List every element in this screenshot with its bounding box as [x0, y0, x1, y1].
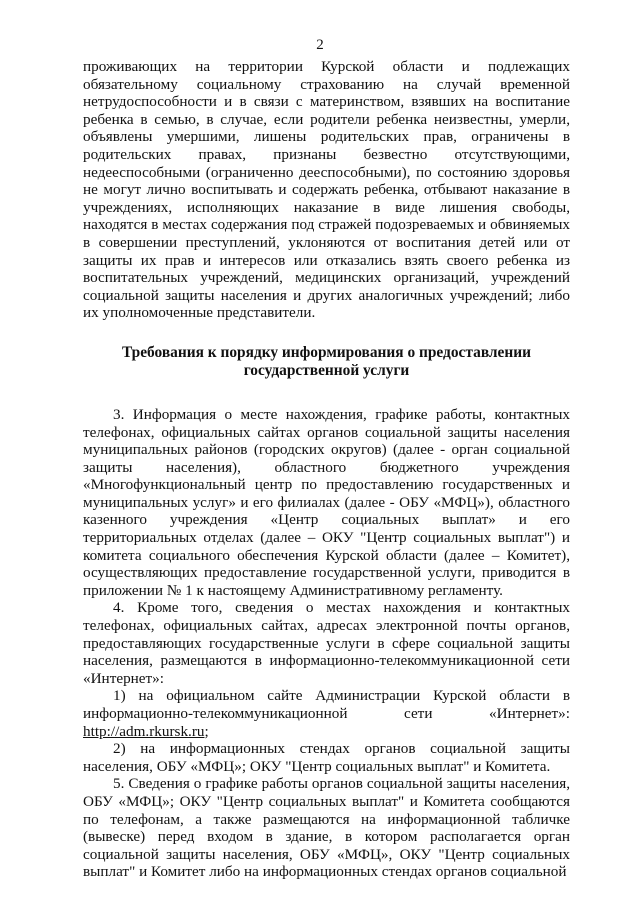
page-number: 2 [316, 37, 324, 53]
section-heading: Требования к порядку информирования о предоставлении государственной услуги [121, 343, 531, 379]
list-item-2: 2) на информационных стендах органов социальной защиты населения, ОБУ «МФЦ»; ОКУ "Центр социальных выплат" и Комитета. [83, 740, 570, 775]
paragraph-applicants-continued: проживающих на территории Курской области и подлежащих обязательному социальному страхованию на случай временной нетрудоспособности и в связи с материнством, взявших на воспитание ребенка в семью, в случае, если родители ребенка неизвестны, умерли, объявлены умершими, лишены родительских прав, ограничены в родительских правах, признаны безвестно отсутствующими, недееспособными (ограниченно дееспособными), по состоянию здоровья не могут лично воспитывать и содержать ребенка, отбывают наказание в учреждениях, исполняющих наказание в виде лишения свободы, находятся в местах содержания под стражей подозреваемых и обвиняемых в совершении преступлений, уклоняются от воспитания детей или от защиты их прав и интересов или отказались взять своего ребенка из воспитательных учреждений, медицинских организаций, учреждений социальной защиты населения и других аналогичных учреждений; либо их уполномоченные представители. [83, 58, 570, 322]
list-item-1-end: ; [204, 722, 209, 740]
paragraph-5: 5. Сведения о графике работы органов социальной защиты населения, ОБУ «МФЦ»; ОКУ "Центр социальных выплат" и Комитета сообщаются по телефонам, а также размещаются на информационной табличке (вывеске) перед входом в здание, в котором располагается орган социальной защиты населения, ОБУ «МФЦ», ОКУ "Центр социальных выплат" и Комитет либо на информационных стендах органов социальной [83, 775, 570, 881]
paragraph-4: 4. Кроме того, сведения о местах нахождения и контактных телефонах, официальных сайтах, адресах электронной почты органов, предоставляющих государственные услуги в сфере социальной защиты населения, размещаются в информационно-телекоммуникационной сети «Интернет»: [83, 599, 570, 687]
list-item-1 [83, 687, 570, 740]
paragraph-3: 3. Информация о месте нахождения, графике работы, контактных телефонах, официальных сайтах органов социальной защиты населения муниципальных районов (городских округов) (далее - орган социальной защиты населения), областного бюджетного учреждения «Многофункциональный центр по предоставлению государственных и муниципальных услуг» и его филиалах (далее - ОБУ «МФЦ»), областного казенного учреждения «Центр социальных выплат» и его территориальных отделах (далее – ОКУ "Центр социальных выплат") и комитета социального обеспечения Курской области (далее – Комитет), осуществляющих предоставление государственной услуги, приводится в приложении № 1 к настоящему Административному регламенту. [83, 405, 570, 599]
document-body [83, 58, 570, 881]
list-item-1-text: 1) на официальном сайте Администрации Курской области в информационно-телекоммуникационной сети «Интернет»: [83, 687, 570, 722]
website-link[interactable]: http://adm.rkursk.ru [83, 722, 205, 740]
